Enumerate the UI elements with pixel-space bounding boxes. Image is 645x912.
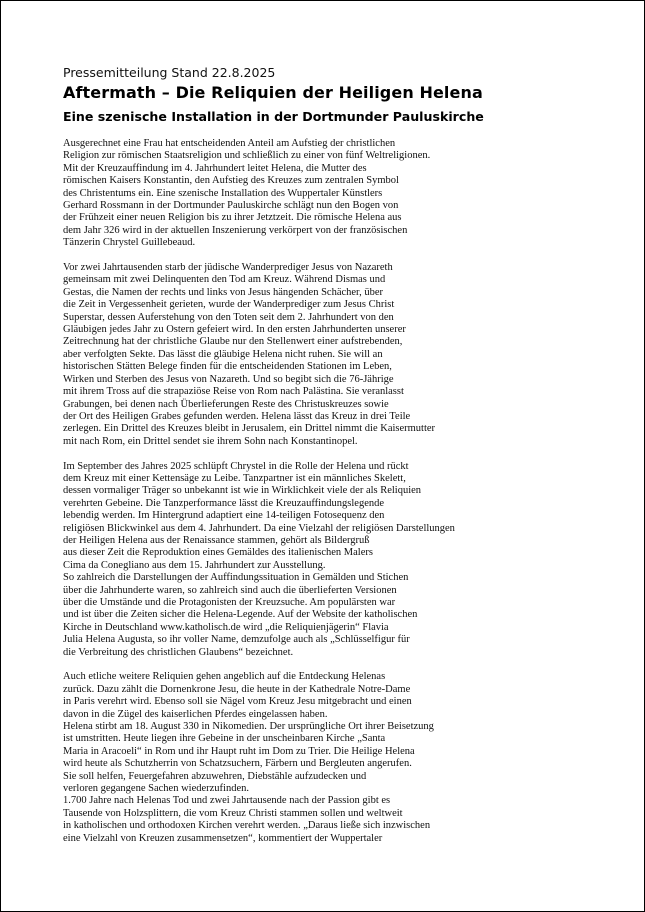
text-line: zerlegen. Ein Drittel des Kreuzes bleibt in Jerusalem, ein Drittel nimmt die Kaisermutter — [63, 423, 436, 435]
text-line: der Ort des Heiligen Grabes gefunden werden. Helena lässt das Kreuz in drei Teile — [63, 410, 411, 422]
text-line: Mit der Kreuzauffindung im 4. Jahrhundert leitet Helena, die Mutter des — [63, 162, 367, 174]
text-line: 1.700 Jahre nach Helenas Tod und zwei Jahrtausende nach der Passion gibt es — [63, 795, 391, 807]
text-line: über die Jahrhunderte waren, so zahlreich sind auch die überlieferten Versionen — [63, 584, 397, 596]
text-line: Tausende von Holzsplittern, die vom Kreuz Christi stammen sollen und weltweit — [63, 807, 403, 819]
text-line: ist umstritten. Heute liegen ihre Gebeine in der unscheinbaren Kirche „Santa — [63, 733, 386, 745]
text-line: eine Vielzahl von Kreuzen zusammensetzen“, kommentiert der Wuppertaler — [63, 832, 383, 844]
text-line: in Paris verehrt wird. Ebenso soll sie Nägel vom Kreuz Jesu mitgebracht und einen — [63, 696, 412, 708]
text-line: dem Kreuz mit einer Kettensäge zu Leibe. Tanzpartner ist ein männliches Skelett, — [63, 472, 406, 484]
text-line: Im September des Jahres 2025 schlüpft Chrystel in die Rolle der Helena und rückt — [63, 460, 409, 472]
text-line: und ist über die Zeiten sicher die Helena-Legende. Auf der Website der katholischen — [63, 609, 418, 621]
text-line: So zahlreich die Darstellungen der Auffindungssituation in Gemälden und Stichen — [63, 572, 409, 584]
text-line: Superstar, dessen Auferstehung von den Toten seit dem 2. Jahrhundert von den — [63, 311, 394, 323]
text-line: Sie soll helfen, Feuergefahren abzuwehren, Diebstähle aufzudecken und — [63, 770, 367, 782]
paragraph — [63, 262, 623, 448]
text-line: die Verbreitung des christlichen Glaubens“ bezeichnet. — [63, 646, 294, 658]
text-line: Vor zwei Jahrtausenden starb der jüdische Wanderprediger Jesus von Nazareth — [63, 262, 393, 274]
text-line: Gerhard Rossmann in der Dortmunder Pauluskirche schlägt nun den Bogen von — [63, 200, 399, 212]
text-line: Tänzerin Chrystel Guillebeaud. — [63, 237, 196, 249]
text-line: mit nach Rom, ein Drittel sendet sie ihrem Sohn nach Konstantinopel. — [63, 435, 358, 447]
text-line: Helena stirbt am 18. August 330 in Nikomedien. Der ursprüngliche Ort ihrer Beisetzung — [63, 721, 434, 733]
text-line: historischen Stätten Belege finden für die entscheidenden Stationen im Leben, — [63, 361, 392, 373]
text-line: Auch etliche weitere Reliquien gehen angeblich auf die Entdeckung Helenas — [63, 671, 386, 683]
text-line: Maria in Aracoeli“ in Rom und ihr Haupt ruht im Dom zu Trier. Die Heilige Helena — [63, 745, 415, 757]
text-line: aber verfolgten Sekte. Das lässt die gläubige Helena nicht ruhen. Sie will an — [63, 348, 383, 360]
text-line: der Heiligen Helena aus der Renaissance stammen, gehört als Bildergruß — [63, 534, 370, 546]
text-line: zurück. Dazu zählt die Dornenkrone Jesu, die heute in der Kathedrale Notre-Dame — [63, 683, 411, 695]
paragraph — [63, 138, 623, 250]
text-line: lebendig werden. Im Hintergrund adaptiert eine 14-teiligen Fotosequenz den — [63, 510, 385, 522]
text-line: Kirche in Deutschland www.katholisch.de wird „die Reliquienjägerin“ Flavia — [63, 621, 389, 633]
text-line: Cima da Conegliano aus dem 15. Jahrhundert zur Ausstellung. — [63, 559, 326, 571]
text-line: Gestas, die Namen der rechts und links von Jesus hängenden Schächer, über — [63, 286, 384, 298]
text-line: wird heute als Schutzherrin von Schatzsuchern, Färbern und Bergleuten angerufen. — [63, 758, 412, 770]
paragraph — [63, 461, 623, 660]
text-line: verloren gegangene Sachen wiederzufinden. — [63, 783, 249, 795]
text-line: der Frühzeit einer neuen Religion bis zu ihrer Jetztzeit. Die römische Helena aus — [63, 212, 402, 224]
body-text — [63, 138, 623, 858]
text-line: gemeinsam mit zwei Delinquenten den Tod am Kreuz. Während Dismas und — [63, 274, 386, 286]
text-line: römischen Kaisers Konstantin, den Aufstieg des Kreuzes zum zentralen Symbol — [63, 175, 399, 187]
text-line: religiösen Blickwinkel aus dem 4. Jahrhundert. Da eine Vielzahl der religiösen Darstellungen — [63, 522, 455, 534]
document-title: Aftermath – Die Reliquien der Heiligen Helena — [63, 83, 483, 102]
text-line: Ausgerechnet eine Frau hat entscheidenden Anteil am Aufstieg der christlichen — [63, 138, 396, 149]
text-line: über die Umstände und die Protagonisten der Kreuzsuche. Am populärsten war — [63, 597, 396, 608]
text-line: davon in die Zügel des kaiserlichen Pferdes eingelassen haben. — [63, 708, 328, 720]
text-line: die Zeit in Vergessenheit gerieten, wurde der Wanderprediger zum Jesus Christ — [63, 299, 395, 311]
press-release-date: Pressemitteilung Stand 22.8.2025 — [63, 65, 276, 80]
text-line: Religion zur römischen Staatsreligion und schließlich zu einer von fünf Weltreligionen. — [63, 150, 431, 162]
text-line: in katholischen und orthodoxen Kirchen verehrt werden. „Daraus ließe sich inzwischen — [63, 820, 431, 832]
text-line: verehrten Gebeine. Die Tanzperformance lässt die Kreuzauffindungslegende — [63, 497, 385, 509]
paragraph — [63, 671, 623, 845]
text-line: Julia Helena Augusta, so ihr voller Name, demzufolge auch als „Schlüsselfigur für — [63, 634, 410, 646]
text-line: aus dieser Zeit die Reproduktion eines Gemäldes des italienischen Malers — [63, 547, 373, 559]
text-line: mit ihrem Tross auf die strapaziöse Reise von Rom nach Palästina. Sie veranlasst — [63, 386, 404, 398]
text-line: dessen vormaliger Träger so unbekannt ist wie in Wirklichkeit viele der als Reliquien — [63, 485, 422, 497]
text-line: dem Jahr 326 wird in der aktuellen Inszenierung verkörpert von der französischen — [63, 224, 408, 236]
text-line: Grabungen, bei denen nach Überlieferungen Reste des Christuskreuzes sowie — [63, 398, 389, 410]
text-line: des Christentums ein. Eine szenische Installation des Wuppertaler Künstlers — [63, 187, 383, 199]
text-line: Zeitrechnung hat der christliche Glaube nur den Stellenwert einer aufstrebenden, — [63, 336, 403, 348]
document-subtitle: Eine szenische Installation in der Dortmunder Pauluskirche — [63, 109, 484, 124]
text-line: Wirken und Sterben des Jesus von Nazareth. Und so begibt sich die 76-Jährige — [63, 373, 394, 385]
text-line: Gläubigen jedes Jahr zu Ostern gefeiert wird. In den ersten Jahrhunderten unserer — [63, 324, 406, 336]
